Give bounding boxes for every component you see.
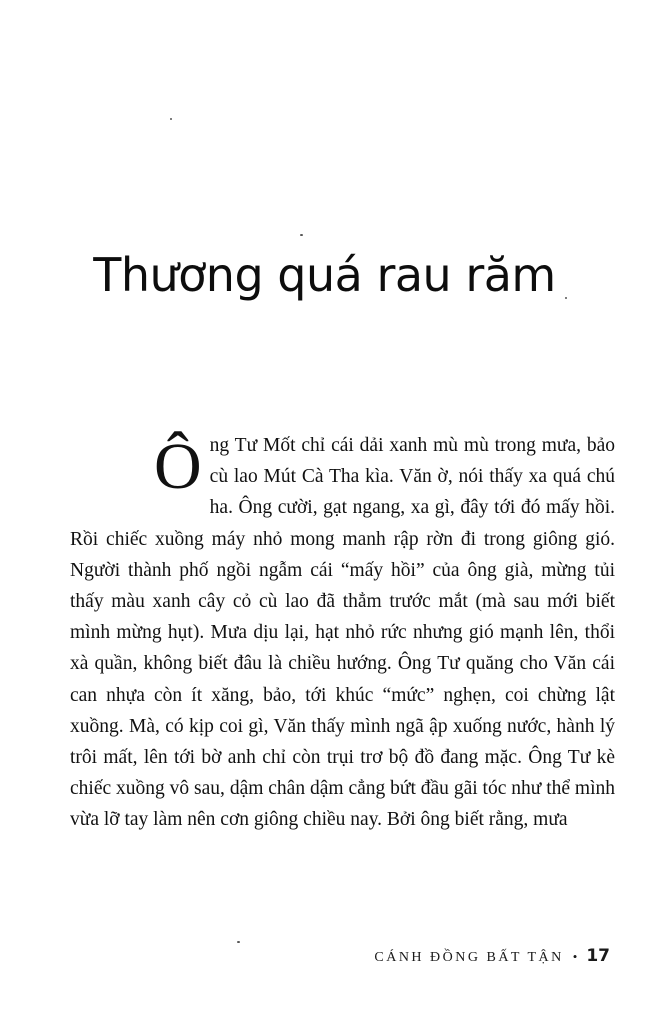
- chapter-body: [70, 430, 615, 836]
- drop-cap: Ô: [154, 430, 202, 503]
- footer-bullet: •: [572, 949, 578, 964]
- scan-speck: [300, 234, 303, 236]
- page-number: 17: [586, 946, 610, 966]
- running-title: CÁNH ĐỒNG BẤT TẬN: [374, 950, 564, 965]
- scan-speck: [170, 118, 172, 120]
- chapter-title: Thương quá rau răm: [93, 248, 556, 302]
- scan-speck: [237, 941, 240, 943]
- body-paragraph: ng Tư Mốt chỉ cái dải xanh mù mù trong mưa, bảo cù lao Mút Cà Tha kìa. Văn ờ, nói thấy xa quá chú ha. Ông cười, gạt ngang, xa gì, đây tới đó mấy hồi. Rồi chiếc xuồng máy nhỏ mong manh rập rờn đi trong giông gió. Người thành phố ngồi ngẫm cái “mấy hồi” của ông già, mừng tủi thấy màu xanh cây cỏ cù lao đã thẳm trước mắt (mà sau mới biết mình mừng hụt). Mưa dịu lại, hạt nhỏ rức nhưng gió mạnh lên, thổi xà quần, không biết đâu là chiều hướng. Ông Tư quăng cho Văn cái can nhựa còn ít xăng, bảo, tới khúc “mức” nghẹn, coi chừng lật xuồng. Mà, có kịp coi gì, Văn thấy mình ngã ập xuống nước, hành lý trôi mất, lên tới bờ anh chỉ còn trụi trơ bộ đồ đang mặc. Ông Tư kè chiếc xuồng vô sau, dậm chân dậm cẳng bứt đầu gãi tóc như thể mình vừa lỡ tay làm nên cơn giông chiều nay. Bởi ông biết rằng, mưa: [70, 435, 615, 831]
- page-footer: [340, 946, 610, 966]
